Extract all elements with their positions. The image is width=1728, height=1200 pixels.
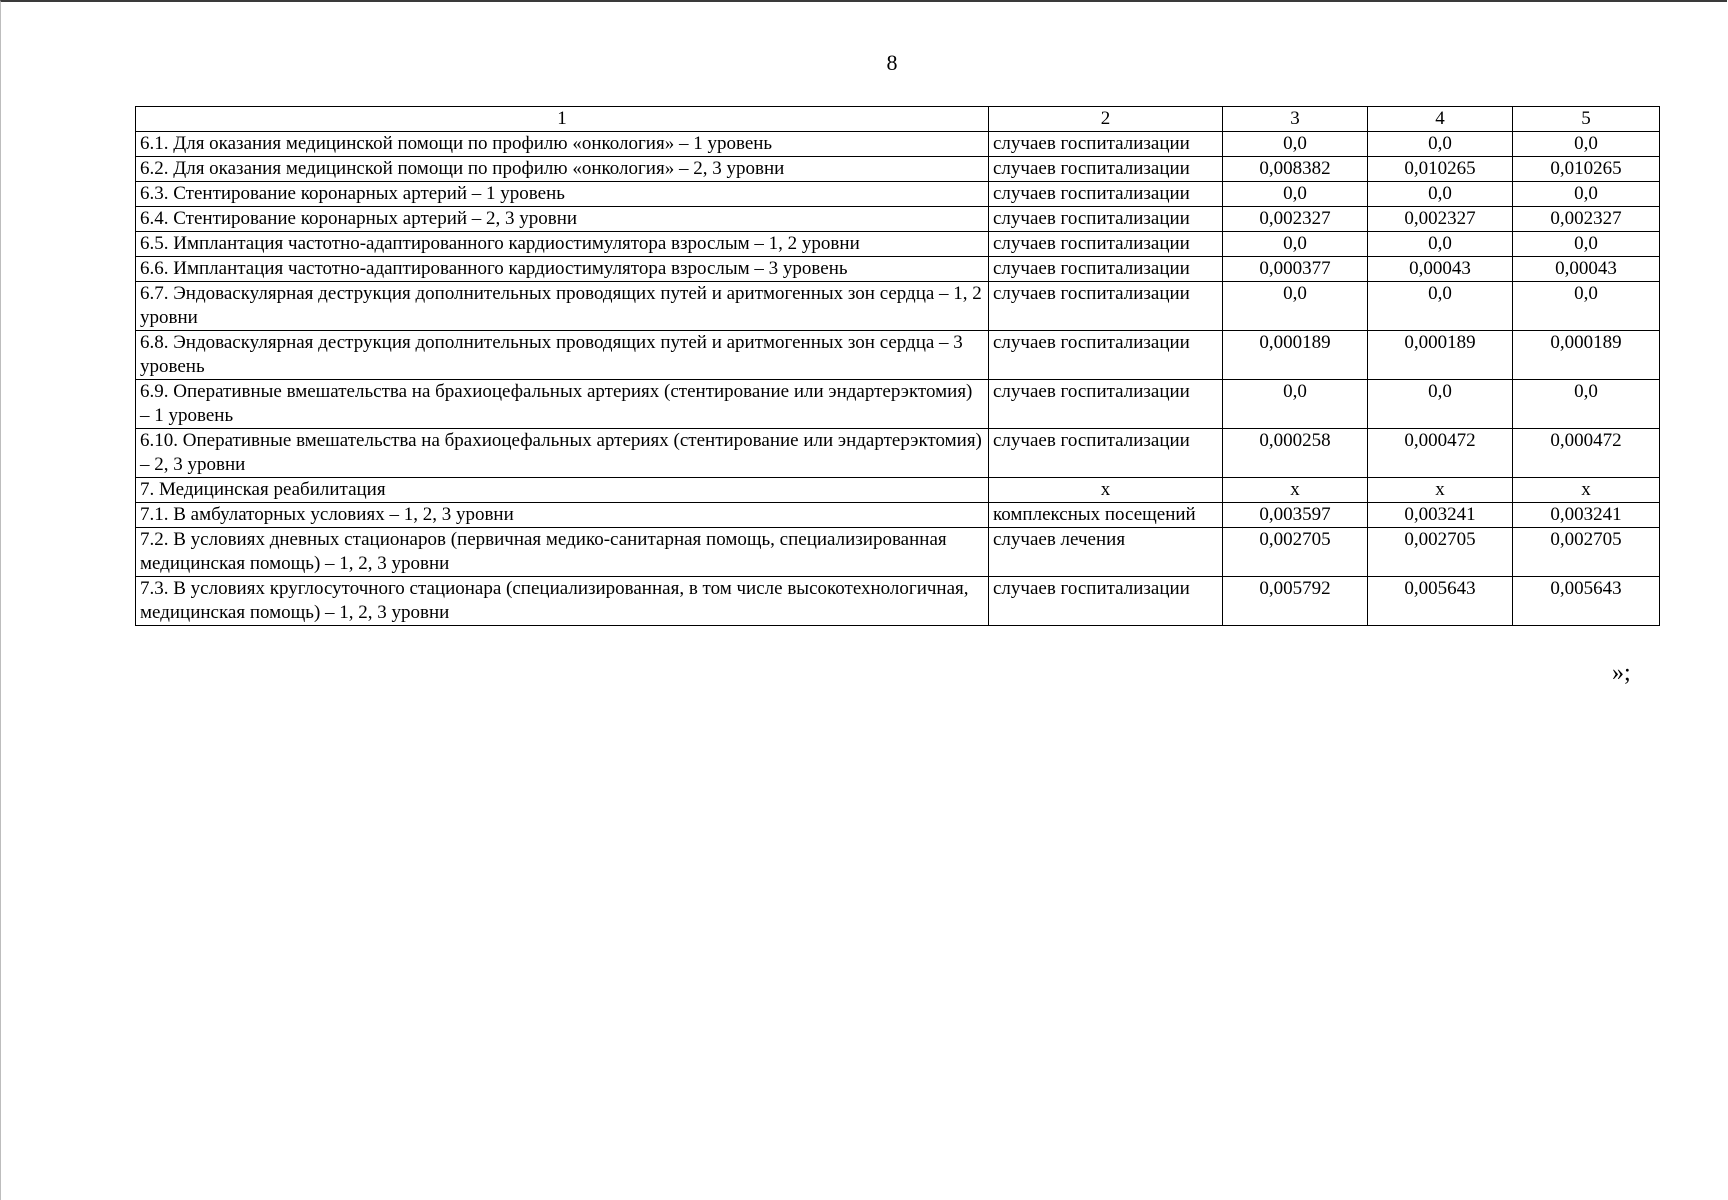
- row-value-col4: 0,010265: [1368, 157, 1513, 182]
- row-unit: случаев госпитализации: [989, 232, 1223, 257]
- row-value-col4: 0,002327: [1368, 207, 1513, 232]
- row-name: 7.1. В амбулаторных условиях – 1, 2, 3 уровни: [136, 503, 989, 528]
- row-unit: случаев госпитализации: [989, 380, 1223, 429]
- row-unit: случаев госпитализации: [989, 577, 1223, 626]
- row-unit: случаев госпитализации: [989, 207, 1223, 232]
- row-unit: случаев госпитализации: [989, 157, 1223, 182]
- row-value-col5: 0,002327: [1513, 207, 1660, 232]
- row-value-col3: 0,005792: [1223, 577, 1368, 626]
- row-name: 6.7. Эндоваскулярная деструкция дополнительных проводящих путей и аритмогенных зон сердца – 1, 2 уровни: [136, 282, 989, 331]
- header-col-5: 5: [1513, 107, 1660, 132]
- table-row: [136, 503, 1660, 528]
- row-name: 6.1. Для оказания медицинской помощи по профилю «онкология» – 1 уровень: [136, 132, 989, 157]
- row-name: 6.5. Имплантация частотно-адаптированного кардиостимулятора взрослым – 1, 2 уровни: [136, 232, 989, 257]
- row-value-col3: 0,003597: [1223, 503, 1368, 528]
- row-value-col3: 0,000189: [1223, 331, 1368, 380]
- row-value-col4: 0,0: [1368, 132, 1513, 157]
- page-number: 8: [886, 50, 898, 75]
- row-value-col5: 0,0: [1513, 182, 1660, 207]
- table-row: [136, 282, 1660, 331]
- row-value-col3: 0,000258: [1223, 429, 1368, 478]
- row-name: 7.2. В условиях дневных стационаров (первичная медико-санитарная помощь, специализированная медицинская помощь) – 1, 2, 3 уровни: [136, 528, 989, 577]
- header-col-4: 4: [1368, 107, 1513, 132]
- row-value-col4: 0,000472: [1368, 429, 1513, 478]
- row-unit: случаев госпитализации: [989, 282, 1223, 331]
- row-unit: комплексных посещений: [989, 503, 1223, 528]
- row-value-col3: 0,0: [1223, 132, 1368, 157]
- row-value-col3: 0,0: [1223, 232, 1368, 257]
- table-row-section: [136, 478, 1660, 503]
- table-row: [136, 132, 1660, 157]
- row-name: 6.9. Оперативные вмешательства на брахиоцефальных артериях (стентирование или эндартерэктомия) – 1 уровень: [136, 380, 989, 429]
- row-value-col4: 0,002705: [1368, 528, 1513, 577]
- table-row: [136, 380, 1660, 429]
- table-row: [136, 577, 1660, 626]
- row-value-col4: 0,005643: [1368, 577, 1513, 626]
- row-value-col3: 0,008382: [1223, 157, 1368, 182]
- row-value-col5: 0,0: [1513, 282, 1660, 331]
- row-value-col5: 0,010265: [1513, 157, 1660, 182]
- row-value-col3: 0,002327: [1223, 207, 1368, 232]
- row-value-col4: 0,0: [1368, 232, 1513, 257]
- row-value-col5: 0,0: [1513, 380, 1660, 429]
- row-unit: случаев лечения: [989, 528, 1223, 577]
- row-value-col5: х: [1513, 478, 1660, 503]
- table-row: [136, 157, 1660, 182]
- row-value-col4: 0,0: [1368, 282, 1513, 331]
- row-value-col4: х: [1368, 478, 1513, 503]
- row-value-col3: 0,002705: [1223, 528, 1368, 577]
- row-name: 7. Медицинская реабилитация: [136, 478, 989, 503]
- row-name: 6.6. Имплантация частотно-адаптированного кардиостимулятора взрослым – 3 уровень: [136, 257, 989, 282]
- row-value-col5: 0,0: [1513, 132, 1660, 157]
- table-row: [136, 331, 1660, 380]
- row-name: 6.4. Стентирование коронарных артерий – 2, 3 уровни: [136, 207, 989, 232]
- row-value-col3: 0,0: [1223, 282, 1368, 331]
- row-value-col4: 0,000189: [1368, 331, 1513, 380]
- header-col-1: 1: [136, 107, 989, 132]
- row-value-col4: 0,0: [1368, 182, 1513, 207]
- row-value-col3: 0,0: [1223, 182, 1368, 207]
- table-row: [136, 528, 1660, 577]
- row-unit: случаев госпитализации: [989, 257, 1223, 282]
- closing-quote-mark: »;: [1612, 660, 1631, 686]
- row-value-col5: 0,00043: [1513, 257, 1660, 282]
- row-value-col5: 0,002705: [1513, 528, 1660, 577]
- table-row: [136, 257, 1660, 282]
- row-value-col4: 0,003241: [1368, 503, 1513, 528]
- row-value-col5: 0,003241: [1513, 503, 1660, 528]
- header-col-2: 2: [989, 107, 1223, 132]
- row-value-col5: 0,0: [1513, 232, 1660, 257]
- row-unit: случаев госпитализации: [989, 182, 1223, 207]
- table-row: [136, 182, 1660, 207]
- row-value-col3: 0,0: [1223, 380, 1368, 429]
- row-value-col3: х: [1223, 478, 1368, 503]
- header-col-3: 3: [1223, 107, 1368, 132]
- row-name: 6.10. Оперативные вмешательства на брахиоцефальных артериях (стентирование или эндартерэктомия) – 2, 3 уровни: [136, 429, 989, 478]
- row-name: 6.2. Для оказания медицинской помощи по профилю «онкология» – 2, 3 уровни: [136, 157, 989, 182]
- norms-table: [135, 106, 1660, 626]
- table-row: [136, 207, 1660, 232]
- table-row: [136, 429, 1660, 478]
- row-value-col5: 0,000472: [1513, 429, 1660, 478]
- table-row: [136, 232, 1660, 257]
- row-unit: х: [989, 478, 1223, 503]
- row-value-col4: 0,0: [1368, 380, 1513, 429]
- row-value-col5: 0,005643: [1513, 577, 1660, 626]
- row-unit: случаев госпитализации: [989, 132, 1223, 157]
- header-row: [136, 107, 1660, 132]
- row-name: 6.3. Стентирование коронарных артерий – 1 уровень: [136, 182, 989, 207]
- row-unit: случаев госпитализации: [989, 429, 1223, 478]
- row-value-col4: 0,00043: [1368, 257, 1513, 282]
- row-value-col3: 0,000377: [1223, 257, 1368, 282]
- row-unit: случаев госпитализации: [989, 331, 1223, 380]
- row-value-col5: 0,000189: [1513, 331, 1660, 380]
- row-name: 6.8. Эндоваскулярная деструкция дополнительных проводящих путей и аритмогенных зон сердца – 3 уровень: [136, 331, 989, 380]
- row-name: 7.3. В условиях круглосуточного стационара (специализированная, в том числе высокотехнологичная, медицинская помощь) – 1, 2, 3 уровни: [136, 577, 989, 626]
